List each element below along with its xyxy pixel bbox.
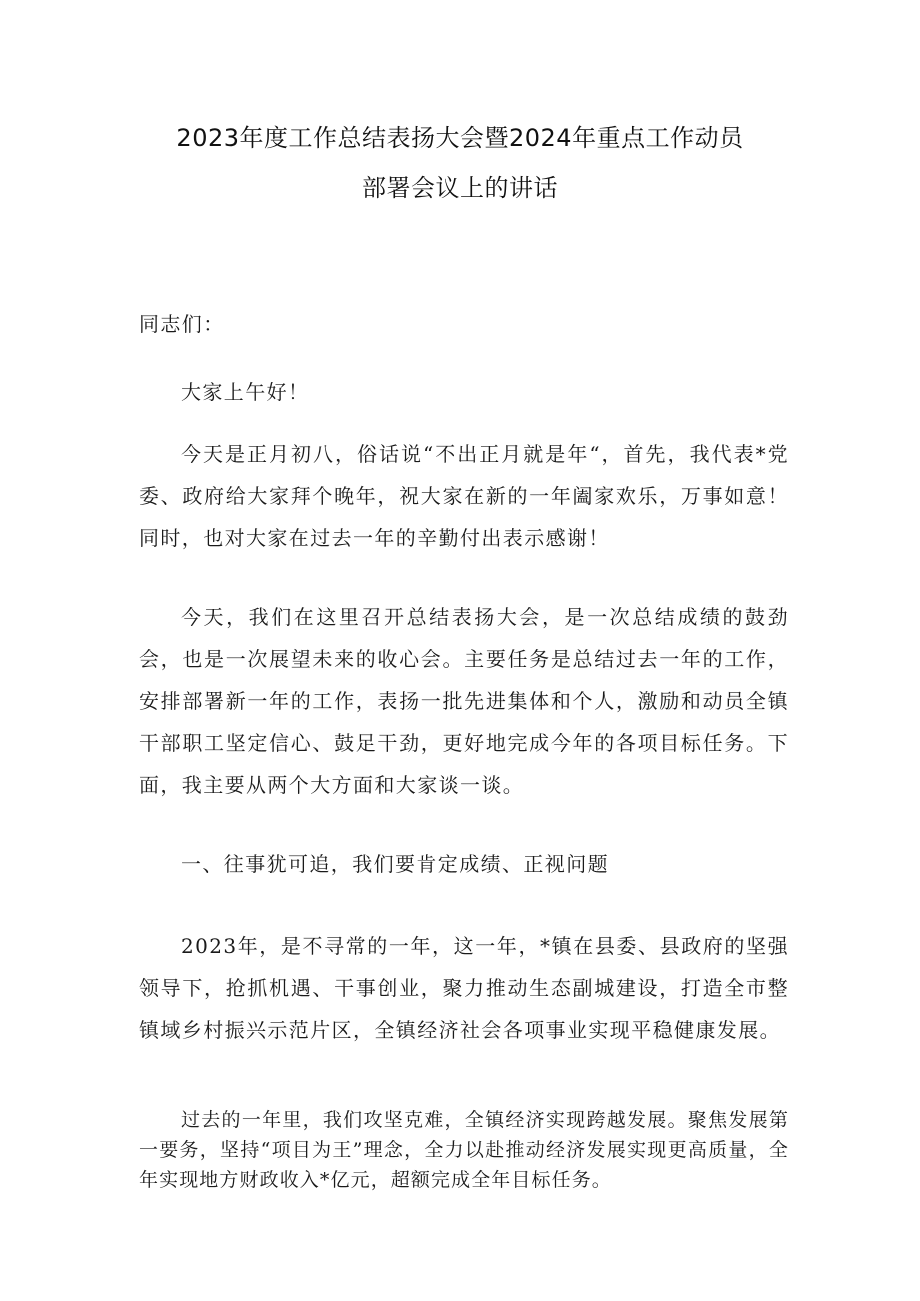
section-heading-1: 一、往事犹可追，我们要肯定成绩、正视问题 [181, 852, 609, 876]
paragraph-intro: 今天是正月初八，俗话说“不出正月就是年“，首先，我代表*党委、政府给大家拜个晚年，祝大家在新的一年阖家欢乐，万事如意！同时，也对大家在过去一年的辛勤付出表示感谢！ [139, 442, 789, 550]
paragraph-2023: 2023年，是不寻常的一年，这一年，*镇在县委、县政府的坚强领导下，抢抓机遇、干事创业，聚力推动生态副城建设，打造全市整镇域乡村振兴示范片区，全镇经济社会各项事业实现平稳健康发展。 [139, 934, 789, 1042]
paragraph-past-year: 过去的一年里，我们攻坚克难，全镇经济实现跨越发展。聚焦发展第一要务，坚持“项目为王”理念，全力以赴推动经济发展实现更高质量，全年实现地方财政收入*亿元，超额完成全年目标任务。 [139, 1109, 789, 1191]
paragraph-purpose: 今天，我们在这里召开总结表扬大会，是一次总结成绩的鼓劲会，也是一次展望未来的收心会。主要任务是总结过去一年的工作，安排部署新一年的工作，表扬一批先进集体和个人，激励和动员全镇干部职工坚定信心、鼓足干劲，更好地完成今年的各项目标任务。下面，我主要从两个大方面和大家谈一谈。 [139, 605, 789, 797]
document-title-line-1: 2023年度工作总结表扬大会暨2024年重点工作动员 [176, 124, 744, 152]
document-title-line-2: 部署会议上的讲话 [362, 174, 558, 202]
salutation: 同志们： [139, 312, 225, 336]
greeting: 大家上午好！ [181, 380, 310, 404]
